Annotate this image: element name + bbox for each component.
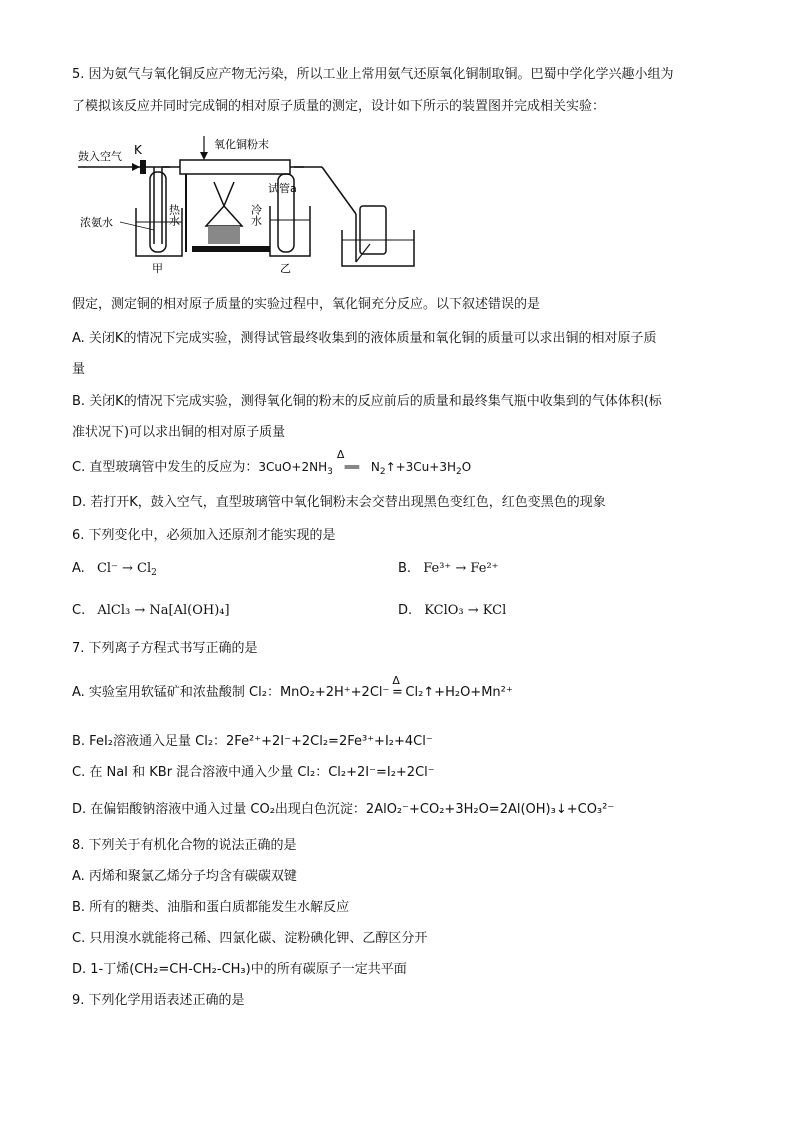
conc-ammonia-label: 浓氨水: [80, 216, 113, 229]
q5-option-a-line1: A. 关闭K的情况下完成实验，测得试管最终收集到的液体质量和氧化铜的质量可以求出铜的相对原子质: [72, 331, 657, 346]
q6-b-label: B.: [398, 561, 412, 576]
q5-option-c: C. 直型玻璃管中发生的反应为：$3CuO+2NH_3$ Δ ══ $N_2↑+3Cu+3H_2O$: [72, 448, 472, 477]
q6-d-label: D.: [398, 603, 413, 618]
q8-option-b: B. 所有的糖类、油脂和蛋白质都能发生水解反应: [72, 900, 350, 915]
q6-option-c: [72, 602, 230, 620]
q5-stem-line2: 了模拟该反应并同时完成铜的相对原子质量的测定，设计如下所示的装置图并完成相关实验：: [72, 99, 606, 114]
q5-option-d: D. 若打开K，鼓入空气，直型玻璃管中氧化铜粉末会交替出现黑色变红色，红色变黑色的现象: [72, 495, 606, 510]
cold-water-label: 冷水: [249, 204, 263, 226]
q8-option-c: C. 只用溴水就能将己稀、四氯化碳、淀粉碘化钾、乙醇区分开: [72, 931, 428, 946]
q6-c-label: C.: [72, 603, 86, 618]
q6-a-label: A.: [72, 561, 85, 576]
q7-a-tail: Cl₂↑+H₂O+Mn²⁺: [405, 685, 513, 700]
q6-d-expr: KClO₃ → KCl: [424, 603, 507, 618]
q8-option-d: D. 1-丁烯(CH₂=CH-CH₂-CH₃)中的所有碳原子一定共平面: [72, 962, 407, 977]
q6-b-expr: Fe³⁺ → Fe²⁺: [423, 561, 499, 576]
cuo-powder-label: 氧化铜粉末: [214, 138, 269, 151]
q5-stem-line1: 5. 因为氨气与氧化铜反应产物无污染，所以工业上常用氨气还原氧化铜制取铜。巴蜀中学化学兴趣小组为: [72, 67, 674, 82]
q8-option-a: A. 丙烯和聚氯乙烯分子均含有碳碳双键: [72, 869, 297, 884]
jia-label: 甲: [152, 262, 163, 275]
q6-option-d: [398, 602, 506, 620]
c-eq-right: N: [370, 460, 380, 474]
q6-option-b: [398, 560, 499, 578]
blow-air-label: 鼓入空气: [78, 150, 122, 163]
q6-a-expr: Cl⁻ → Cl: [96, 561, 152, 576]
q7-option-b: B. FeI₂溶液通入足量 Cl₂：2Fe²⁺+2I⁻+2Cl₂=2Fe³⁺+I₂+4Cl⁻: [72, 734, 433, 749]
c-eq-end: O: [461, 460, 472, 474]
q6-stem: 6. 下列变化中，必须加入还原剂才能实现的是: [72, 528, 336, 543]
c-eq-tail: ↑+3Cu+3H: [385, 460, 457, 474]
apparatus-figure: [74, 134, 544, 280]
q7-stem: 7. 下列离子方程式书写正确的是: [72, 641, 258, 656]
k-label: K: [134, 143, 142, 157]
q5-option-b-line1: B. 关闭K的情况下完成实验，测得氧化铜的粉末的反应前后的质量和最终集气瓶中收集到的气体体积(标: [72, 394, 662, 409]
q5-option-a-line2: 量: [72, 362, 86, 377]
q7-option-d: D. 在偏铝酸钠溶液中通入过量 CO₂出现白色沉淀：2AlO₂⁻+CO₂+3H₂O=2Al(OH)₃↓+CO₃²⁻: [72, 802, 615, 817]
q7-option-a: A. 实验室用软锰矿和浓盐酸制 Cl₂：MnO₂+2H⁺+2Cl⁻ Δ = Cl₂↑+H₂O+Mn²⁺: [72, 674, 513, 700]
yi-label: 乙: [280, 262, 291, 275]
q9-stem: 9. 下列化学用语表述正确的是: [72, 993, 245, 1008]
q6-option-a: A. $Cl^- \to Cl_2$: [72, 561, 157, 578]
q8-stem: 8. 下列关于有机化合物的说法正确的是: [72, 838, 297, 853]
tube-a-label: 试管a: [268, 182, 297, 195]
q6-c-expr: AlCl₃ → Na[Al(OH)₄]: [97, 603, 230, 618]
q5-option-c-prefix: C. 直型玻璃管中发生的反应为：: [72, 460, 259, 475]
q5-option-b-line2: 准状况下)可以求出铜的相对原子质量: [72, 425, 286, 440]
c-eq-left: 3CuO+2NH: [258, 460, 328, 474]
hot-water-label: 热水: [167, 204, 181, 226]
q7-a-text: A. 实验室用软锰矿和浓盐酸制 Cl₂：MnO₂+2H⁺+2Cl⁻: [72, 685, 390, 700]
q5-assume: 假定，测定铜的相对原子质量的实验过程中，氧化铜充分反应。以下叙述错误的是: [72, 297, 541, 312]
q7-option-c: C. 在 NaI 和 KBr 混合溶液中通入少量 Cl₂：Cl₂+2I⁻=I₂+2Cl⁻: [72, 765, 435, 780]
